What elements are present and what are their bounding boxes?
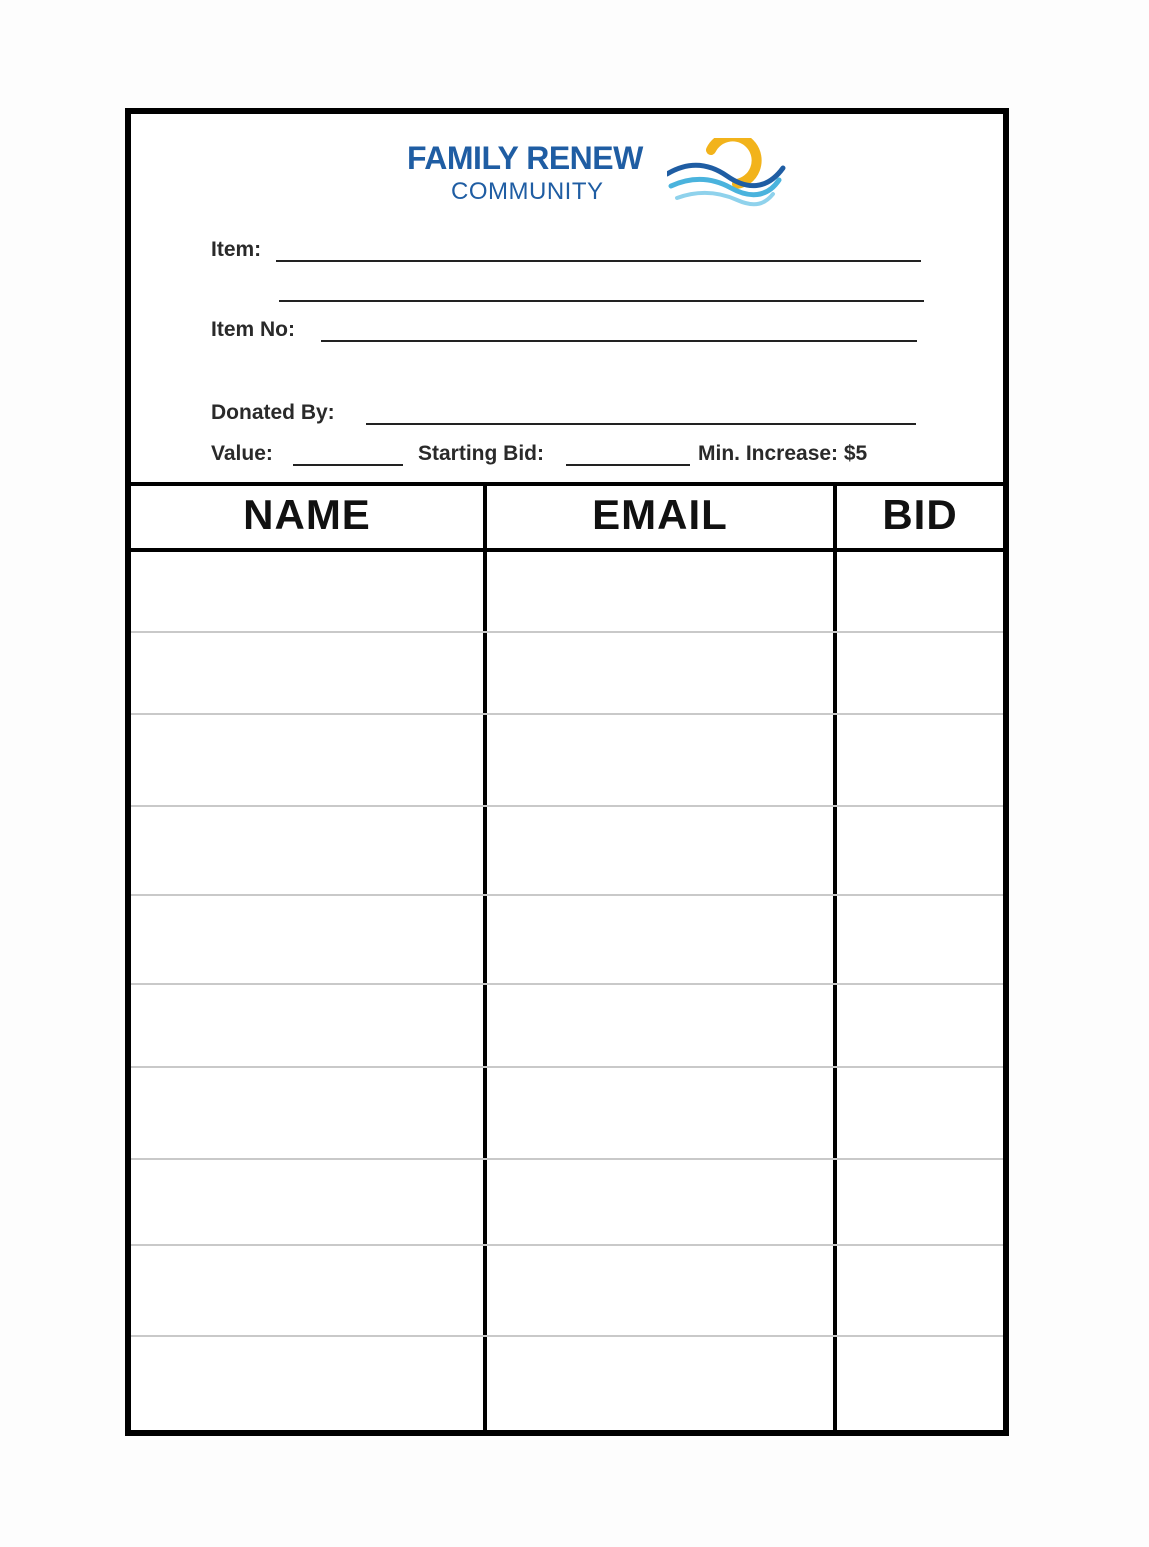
bid-cell[interactable] <box>837 1245 1003 1336</box>
email-column-header: EMAIL <box>592 491 728 538</box>
bid-cell[interactable] <box>837 552 1003 632</box>
email-cell[interactable] <box>487 1159 833 1245</box>
logo-title: FAMILY RENEW <box>407 140 643 176</box>
sun-wave-icon <box>667 138 787 208</box>
bid-cell[interactable] <box>837 632 1003 714</box>
name-cell[interactable] <box>131 552 483 632</box>
min-increase-label: Min. Increase: $5 <box>698 442 868 465</box>
table-row <box>131 632 1003 714</box>
bid-column-header: BID <box>882 491 958 538</box>
logo-subtitle: COMMUNITY <box>451 178 604 205</box>
table-row <box>131 1067 1003 1159</box>
table-row <box>131 1336 1003 1432</box>
donated-by-label: Donated By: <box>211 401 335 424</box>
name-cell[interactable] <box>131 895 483 984</box>
name-cell[interactable] <box>131 714 483 806</box>
email-cell[interactable] <box>487 984 833 1067</box>
email-cell[interactable] <box>487 714 833 806</box>
name-cell[interactable] <box>131 632 483 714</box>
table-row <box>131 806 1003 895</box>
item-no-field[interactable] <box>321 340 917 342</box>
email-cell[interactable] <box>487 552 833 632</box>
item-field-line-2[interactable] <box>279 300 924 302</box>
bid-cell[interactable] <box>837 1159 1003 1245</box>
bid-cell[interactable] <box>837 895 1003 984</box>
email-cell[interactable] <box>487 806 833 895</box>
value-label: Value: <box>211 442 273 465</box>
name-cell[interactable] <box>131 1159 483 1245</box>
item-field[interactable] <box>276 260 921 262</box>
table-row <box>131 1245 1003 1336</box>
email-cell[interactable] <box>487 1067 833 1159</box>
email-cell[interactable] <box>487 632 833 714</box>
name-cell[interactable] <box>131 984 483 1067</box>
bid-cell[interactable] <box>837 806 1003 895</box>
value-field[interactable] <box>293 464 403 466</box>
table-row <box>131 714 1003 806</box>
starting-bid-field[interactable] <box>566 464 690 466</box>
name-cell[interactable] <box>131 806 483 895</box>
donated-by-field[interactable] <box>366 423 916 425</box>
bid-cell[interactable] <box>837 714 1003 806</box>
family-renew-logo <box>399 136 789 216</box>
bid-cell[interactable] <box>837 1336 1003 1432</box>
table-row <box>131 895 1003 984</box>
email-cell[interactable] <box>487 1245 833 1336</box>
table-row <box>131 1159 1003 1245</box>
email-cell[interactable] <box>487 1336 833 1432</box>
bid-cell[interactable] <box>837 984 1003 1067</box>
email-cell[interactable] <box>487 895 833 984</box>
table-row <box>131 984 1003 1067</box>
bid-sheet <box>125 108 1009 1436</box>
starting-bid-label: Starting Bid: <box>418 442 544 465</box>
name-column-header: NAME <box>243 491 371 538</box>
item-no-label: Item No: <box>211 318 295 341</box>
item-label: Item: <box>211 238 262 261</box>
name-cell[interactable] <box>131 1245 483 1336</box>
name-cell[interactable] <box>131 1067 483 1159</box>
bid-cell[interactable] <box>837 1067 1003 1159</box>
table-row <box>131 552 1003 632</box>
name-cell[interactable] <box>131 1336 483 1432</box>
